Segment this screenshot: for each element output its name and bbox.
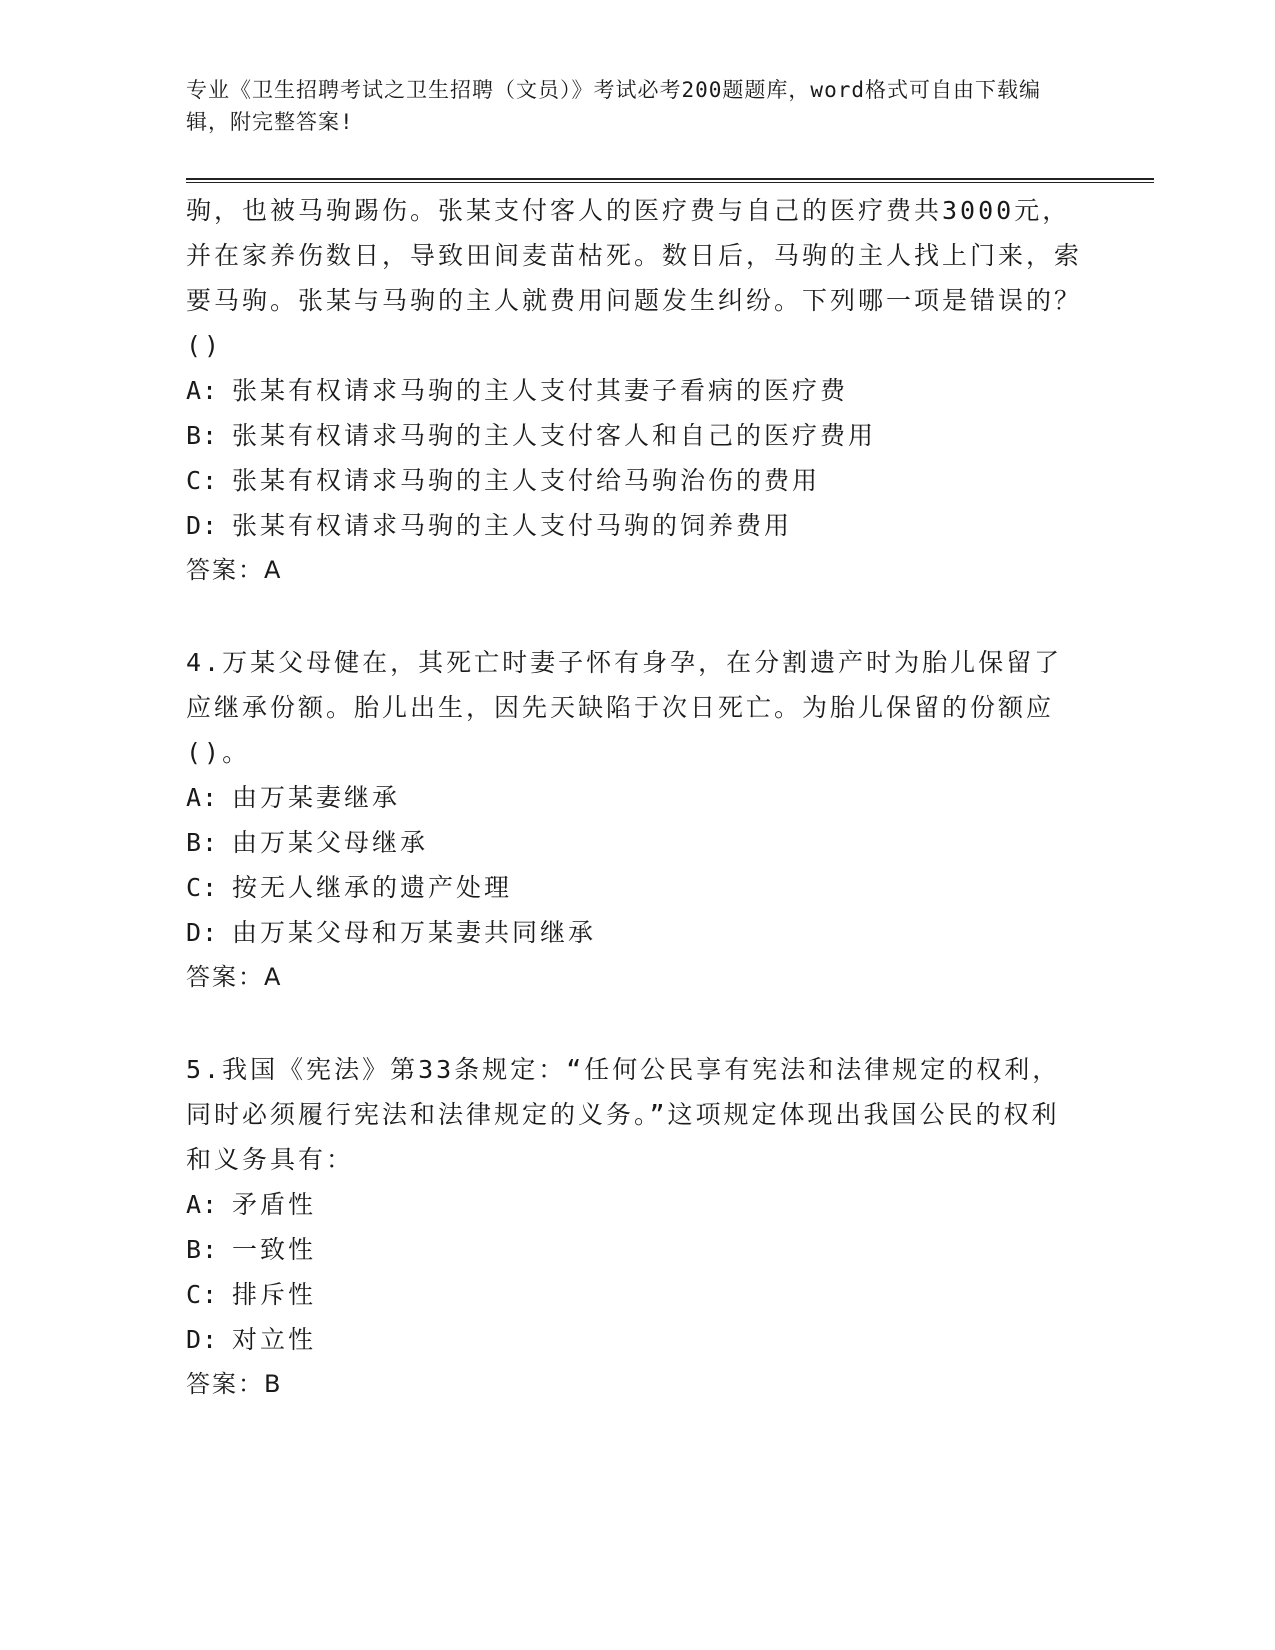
question-list: [186, 188, 1086, 1454]
page-header: 专业《卫生招聘考试之卫生招聘（文员）》考试必考200题题库，word格式可自由下载编辑，附完整答案!: [186, 78, 1041, 134]
header-divider: [186, 178, 1154, 183]
option-letter: D:: [186, 918, 219, 947]
option-text: 按无人继承的遗产处理: [232, 873, 513, 902]
option-text: 对立性: [232, 1325, 317, 1354]
option-letter: C:: [186, 1280, 219, 1309]
option-letter: A:: [186, 376, 219, 405]
option-letter: B:: [186, 421, 219, 450]
option-b: [186, 820, 1086, 865]
option-letter: A:: [186, 783, 219, 812]
option-letter: C:: [186, 466, 219, 495]
option-letter: D:: [186, 511, 219, 540]
answer: 答案：A: [186, 556, 283, 584]
option-letter: D:: [186, 1325, 219, 1354]
option-a: [186, 775, 1086, 820]
question-stem: 驹，也被马驹踢伤。张某支付客人的医疗费与自己的医疗费共3000元，并在家养伤数日，导致田间麦苗枯死。数日后，马驹的主人找上门来，索要马驹。张某与马驹的主人就费用问题发生纠纷。下列哪一项是错误的？(): [186, 196, 1083, 360]
option-d: [186, 910, 1086, 955]
option-letter: B:: [186, 1235, 219, 1264]
question-3: [186, 188, 1086, 593]
option-text: 张某有权请求马驹的主人支付其妻子看病的医疗费: [232, 376, 849, 405]
option-c: [186, 865, 1086, 910]
answer: 答案：A: [186, 963, 283, 991]
option-a: [186, 1182, 1086, 1227]
option-d: [186, 1317, 1086, 1362]
option-text: 排斥性: [232, 1280, 317, 1309]
option-text: 张某有权请求马驹的主人支付马驹的饲养费用: [232, 511, 793, 540]
option-text: 由万某父母继承: [232, 828, 429, 857]
option-text: 由万某父母和万某妻共同继承: [232, 918, 597, 947]
option-c: [186, 458, 1086, 503]
option-text: 张某有权请求马驹的主人支付给马驹治伤的费用: [232, 466, 821, 495]
option-b: [186, 413, 1086, 458]
question-5: [186, 1047, 1086, 1407]
option-text: 由万某妻继承: [232, 783, 401, 812]
option-c: [186, 1272, 1086, 1317]
option-a: [186, 368, 1086, 413]
question-stem: 5.我国《宪法》第33条规定：“任何公民享有宪法和法律规定的权利，同时必须履行宪法和法律规定的义务。”这项规定体现出我国公民的权利和义务具有：: [186, 1055, 1061, 1174]
question-stem: 4.万某父母健在，其死亡时妻子怀有身孕，在分割遗产时为胎儿保留了应继承份额。胎儿出生，因先天缺陷于次日死亡。为胎儿保留的份额应()。: [186, 648, 1063, 767]
option-text: 矛盾性: [232, 1190, 317, 1219]
option-text: 一致性: [232, 1235, 317, 1264]
option-b: [186, 1227, 1086, 1272]
option-letter: A:: [186, 1190, 219, 1219]
option-text: 张某有权请求马驹的主人支付客人和自己的医疗费用: [232, 421, 877, 450]
answer: 答案：B: [186, 1370, 283, 1398]
option-letter: B:: [186, 828, 219, 857]
question-4: [186, 640, 1086, 1000]
option-d: [186, 503, 1086, 548]
option-letter: C:: [186, 873, 219, 902]
